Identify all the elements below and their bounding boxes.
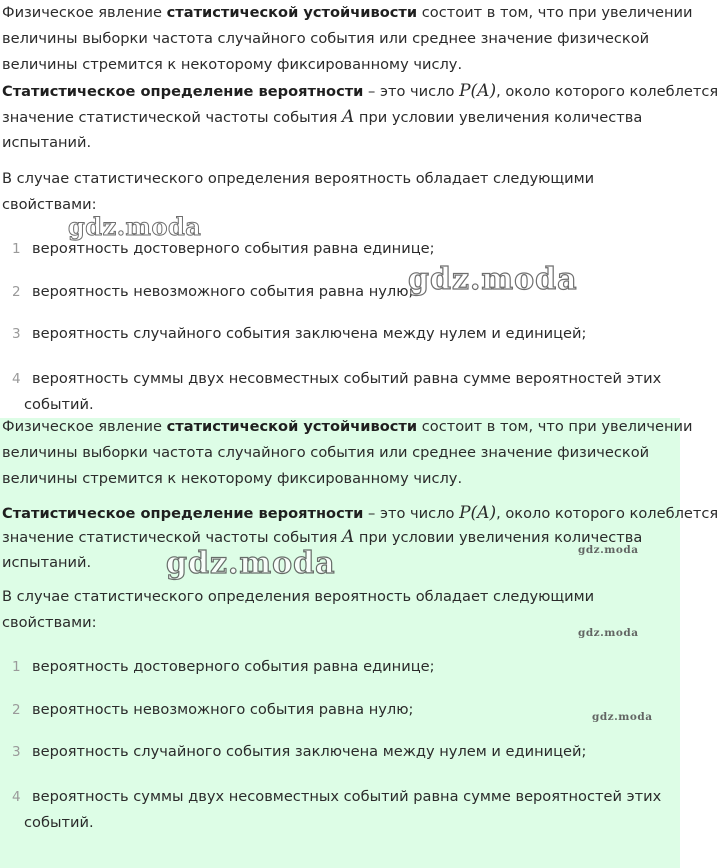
paragraph-stability-line3: величины стремится к некоторому фиксированному числу. bbox=[2, 56, 463, 73]
paragraph-stability-line1 bbox=[2, 414, 693, 440]
text: состоит в том, что при увеличении bbox=[417, 4, 693, 21]
math-a: A bbox=[342, 107, 355, 127]
text: – это число bbox=[363, 505, 460, 522]
paragraph-definition-line1 bbox=[2, 78, 718, 105]
watermark: gdz.moda bbox=[578, 544, 639, 556]
term-statistical-definition: Статистическое определение вероятности bbox=[2, 505, 364, 522]
watermark: gdz.moda bbox=[592, 711, 653, 723]
text: значение статистической частоты события bbox=[2, 529, 343, 546]
text: при условии увеличения количества bbox=[354, 529, 643, 546]
text: состоит в том, что при увеличении bbox=[417, 418, 693, 435]
paragraph-definition-line2 bbox=[2, 104, 642, 131]
list-item-continuation: событий. bbox=[24, 814, 94, 831]
paragraph-stability-line2: величины выборки частота случайного события или среднее значение физической bbox=[2, 444, 650, 461]
term-statistical-stability: статистической устойчивости bbox=[166, 418, 418, 435]
text: при условии увеличения количества bbox=[354, 109, 643, 126]
paragraph-properties-line1: В случае статистического определения вероятность обладает следующими bbox=[2, 170, 595, 187]
list-item: вероятность суммы двух несовместных событий равна сумме вероятностей этих bbox=[32, 788, 662, 805]
watermark: gdz.moda bbox=[578, 627, 639, 639]
list-item: вероятность суммы двух несовместных событий равна сумме вероятностей этих bbox=[32, 370, 662, 387]
list-number: 3 bbox=[12, 744, 21, 760]
list-item: вероятность невозможного события равна нулю; bbox=[32, 283, 414, 300]
paragraph-stability-line2: величины выборки частота случайного события или среднее значение физической bbox=[2, 30, 650, 47]
watermark: gdz.moda bbox=[68, 212, 202, 241]
math-p-of-a: P(A) bbox=[459, 503, 497, 523]
text: Физическое явление bbox=[2, 4, 167, 21]
math-p-of-a: P(A) bbox=[459, 81, 497, 101]
list-item-continuation: событий. bbox=[24, 396, 94, 413]
list-item: вероятность достоверного события равна единице; bbox=[32, 240, 435, 257]
watermark: gdz.moda bbox=[166, 546, 336, 581]
list-number: 1 bbox=[12, 241, 21, 257]
paragraph-definition-line1 bbox=[2, 500, 718, 527]
paragraph-stability-line1 bbox=[2, 0, 693, 26]
list-number: 3 bbox=[12, 326, 21, 342]
text: Физическое явление bbox=[2, 418, 167, 435]
text: , около которого колеблется bbox=[496, 83, 718, 100]
list-item: вероятность невозможного события равна нулю; bbox=[32, 701, 414, 718]
math-a: A bbox=[342, 527, 355, 547]
term-statistical-definition: Статистическое определение вероятности bbox=[2, 83, 364, 100]
list-number: 2 bbox=[12, 702, 21, 718]
text: – это число bbox=[363, 83, 460, 100]
paragraph-properties-line1: В случае статистического определения вероятность обладает следующими bbox=[2, 588, 595, 605]
answer-block-1 bbox=[0, 0, 718, 418]
list-number: 4 bbox=[12, 789, 21, 805]
paragraph-properties-line2: свойствами: bbox=[2, 614, 97, 631]
list-item: вероятность случайного события заключена между нулем и единицей; bbox=[32, 325, 587, 342]
text: значение статистической частоты события bbox=[2, 109, 343, 126]
list-number: 2 bbox=[12, 284, 21, 300]
paragraph-definition-line3: испытаний. bbox=[2, 554, 92, 571]
paragraph-definition-line3: испытаний. bbox=[2, 134, 92, 151]
list-item: вероятность достоверного события равна единице; bbox=[32, 658, 435, 675]
paragraph-stability-line3: величины стремится к некоторому фиксированному числу. bbox=[2, 470, 463, 487]
list-number: 1 bbox=[12, 659, 21, 675]
list-item: вероятность случайного события заключена между нулем и единицей; bbox=[32, 743, 587, 760]
answer-block-2 bbox=[0, 418, 718, 868]
paragraph-properties-line2: свойствами: bbox=[2, 196, 97, 213]
text: , около которого колеблется bbox=[496, 505, 718, 522]
term-statistical-stability: статистической устойчивости bbox=[166, 4, 418, 21]
watermark: gdz.moda bbox=[408, 262, 578, 297]
list-number: 4 bbox=[12, 371, 21, 387]
